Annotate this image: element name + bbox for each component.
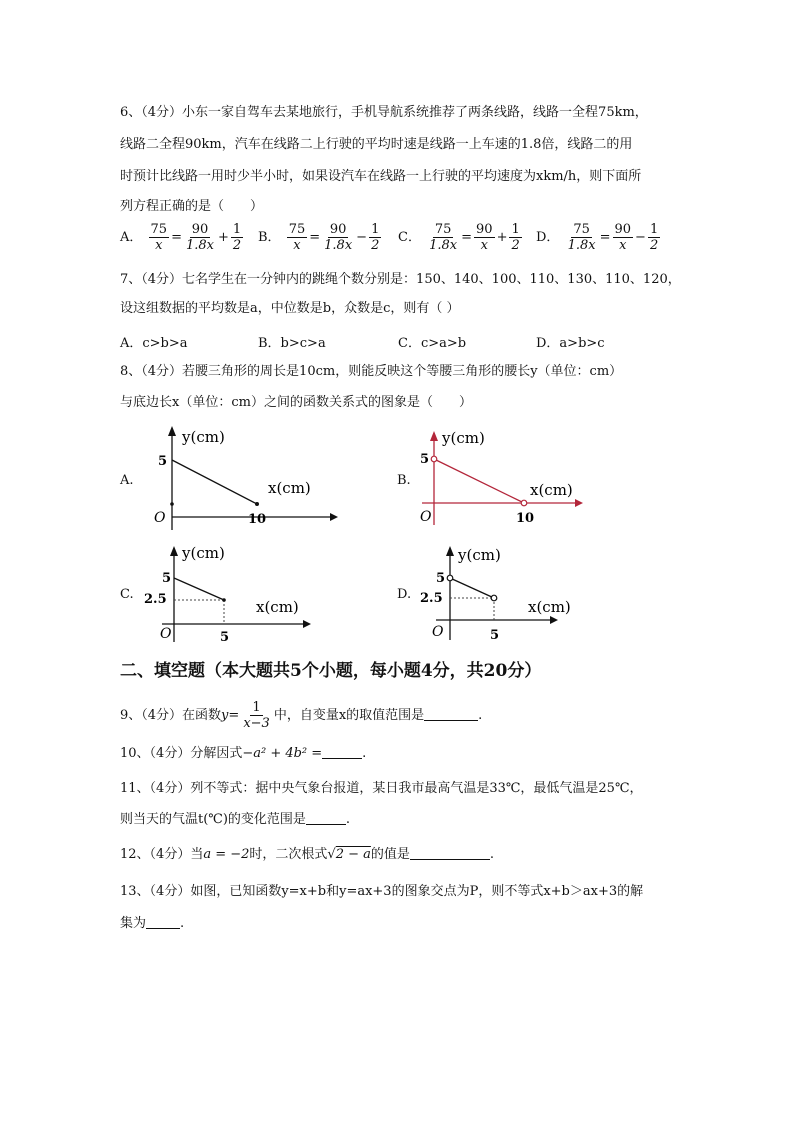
graph-d-origin: O	[432, 624, 444, 640]
q6-line-2: 线路二全程90km，汽车在线路二上行驶的平均时速是线路一上车速的1.8倍，线路二的用	[120, 137, 633, 152]
graph-d-ytick2: 2.5	[420, 591, 443, 606]
q6-option-d: D． $\frac{75}{1.8x}$ = $\frac{90}{x}$ − $\frac{1}{2}$	[536, 222, 659, 253]
graph-b-letter: B.	[397, 473, 411, 488]
graph-a-end-dot	[255, 502, 259, 506]
q9-answer-blank[interactable]	[424, 707, 478, 721]
graph-c-origin: O	[160, 626, 172, 642]
graph-b-y-arrow	[430, 431, 438, 441]
q6-line-1: 6、（4分）小东一家自驾车去某地旅行，手机导航系统推荐了两条线路，线路一全程75km，	[120, 105, 648, 120]
graph-a-ytick: 5	[158, 454, 168, 469]
graph-a-segment	[172, 460, 257, 504]
graph-a-x-arrow	[330, 513, 338, 521]
graph-c-x-arrow	[303, 620, 311, 628]
graph-b-xtick: 10	[516, 511, 535, 526]
graph-d	[412, 540, 592, 648]
q13-line-2: 集为 .	[120, 916, 185, 931]
graph-c-xtick: 5	[220, 630, 230, 645]
q11-line-2: 则当天的气温t(℃)的变化范围是 .	[120, 812, 351, 827]
q13-line-1: 13、（4分）如图，已知函数y=x+b和y=ax+3的图象交点为P，则不等式x+b＞ax+3的解	[120, 884, 644, 899]
q9-line: 9、（4分）在函数y= $\frac{1}{x-3}$ 中，自变量x的取值范围是 .	[120, 700, 483, 731]
graph-d-letter: D.	[397, 587, 412, 602]
graph-c-segment	[174, 578, 224, 600]
q6-option-a: A． $\frac{75}{x}$ = $\frac{90}{1.8x}$ + $\frac{1}{2}$	[120, 222, 242, 253]
graph-b-ytick: 5	[420, 452, 430, 467]
q11-line-1: 11、（4分）列不等式：据中央气象台报道，某日我市最高气温是33℃，最低气温是25℃，	[120, 781, 643, 796]
graph-d-ytick: 5	[436, 571, 446, 586]
graph-c-letter: C.	[120, 587, 134, 602]
graph-b-x-arrow	[575, 499, 583, 507]
q12-answer-blank[interactable]	[410, 846, 490, 860]
q8-line-1: 8、（4分）若腰三角形的周长是10cm，则能反映这个等腰三角形的腰长y（单位：cm）	[120, 364, 623, 379]
graph-d-x-arrow	[550, 616, 558, 624]
graph-c-y-arrow	[170, 546, 178, 556]
graph-b-origin: O	[420, 509, 432, 525]
graph-c-ytick: 5	[162, 571, 172, 586]
graph-a-xlabel: x(cm)	[268, 479, 311, 497]
graph-c	[140, 540, 320, 650]
q7-line-2: 设这组数据的平均数是a，中位数是b，众数是c，则有（ ）	[120, 301, 460, 316]
graph-b-xlabel: x(cm)	[530, 481, 573, 499]
graph-d-xlabel: x(cm)	[528, 598, 571, 616]
q7-line-1: 7、（4分）七名学生在一分钟内的跳绳个数分别是：150、140、100、110、130、110、120，	[120, 272, 681, 287]
graph-d-open-end	[491, 595, 497, 601]
graph-b-open-start	[431, 456, 437, 462]
graph-b	[412, 425, 592, 535]
graph-b-ylabel: y(cm)	[442, 429, 485, 447]
graph-a-ylabel: y(cm)	[182, 428, 225, 446]
graph-d-y-arrow	[446, 546, 454, 556]
graph-d-ylabel: y(cm)	[458, 546, 501, 564]
q7-option-d: D．a>b>c	[536, 336, 605, 351]
sqrt-icon: √	[327, 847, 336, 862]
graph-b-open-end	[521, 500, 527, 506]
graph-a-origin: O	[154, 510, 166, 526]
q11-answer-blank[interactable]	[306, 811, 346, 825]
graph-c-end-dot	[222, 598, 226, 602]
q8-line-2: 与底边长x（单位：cm）之间的函数关系式的图象是（ ）	[120, 395, 472, 410]
graph-c-xlabel: x(cm)	[256, 598, 299, 616]
q7-option-c: C．c>a>b	[398, 336, 467, 351]
graph-a-letter: A.	[120, 473, 134, 488]
graph-c-ylabel: y(cm)	[182, 544, 225, 562]
graph-b-segment	[434, 459, 524, 503]
graph-a-origin-dot	[170, 502, 174, 506]
q7-option-b: B．b>c>a	[258, 336, 326, 351]
section-2-heading: 二、填空题（本大题共5个小题，每小题4分，共20分）	[120, 661, 542, 681]
q6-option-c: C． $\frac{75}{1.8x}$ = $\frac{90}{x}$ + $\frac{1}{2}$	[398, 222, 520, 253]
q7-option-a: A．c>b>a	[120, 336, 188, 351]
graph-c-ytick2: 2.5	[144, 592, 167, 607]
graph-a-xtick: 10	[248, 512, 267, 527]
q6-option-b: B． $\frac{75}{x}$ = $\frac{90}{1.8x}$ − $\frac{1}{2}$	[258, 222, 380, 253]
graph-a-y-arrow	[168, 426, 176, 436]
graph-d-segment	[450, 578, 494, 598]
q6-line-4: 列方程正确的是（ ）	[120, 199, 264, 214]
graph-d-xtick: 5	[490, 628, 500, 643]
q12-line: 12、（4分）当a = −2时，二次根式√2 − a的值是 .	[120, 847, 495, 862]
graph-a	[140, 420, 340, 535]
q13-answer-blank[interactable]	[146, 915, 180, 929]
q10-answer-blank[interactable]	[322, 745, 362, 759]
q10-line: 10、（4分）分解因式−a² + 4b² = .	[120, 746, 367, 761]
graph-d-open-start	[447, 575, 453, 581]
q6-line-3: 时预计比线路一用时少半小时，如果设汽车在线路一上行驶的平均速度为xkm/h，则下面所	[120, 169, 642, 184]
